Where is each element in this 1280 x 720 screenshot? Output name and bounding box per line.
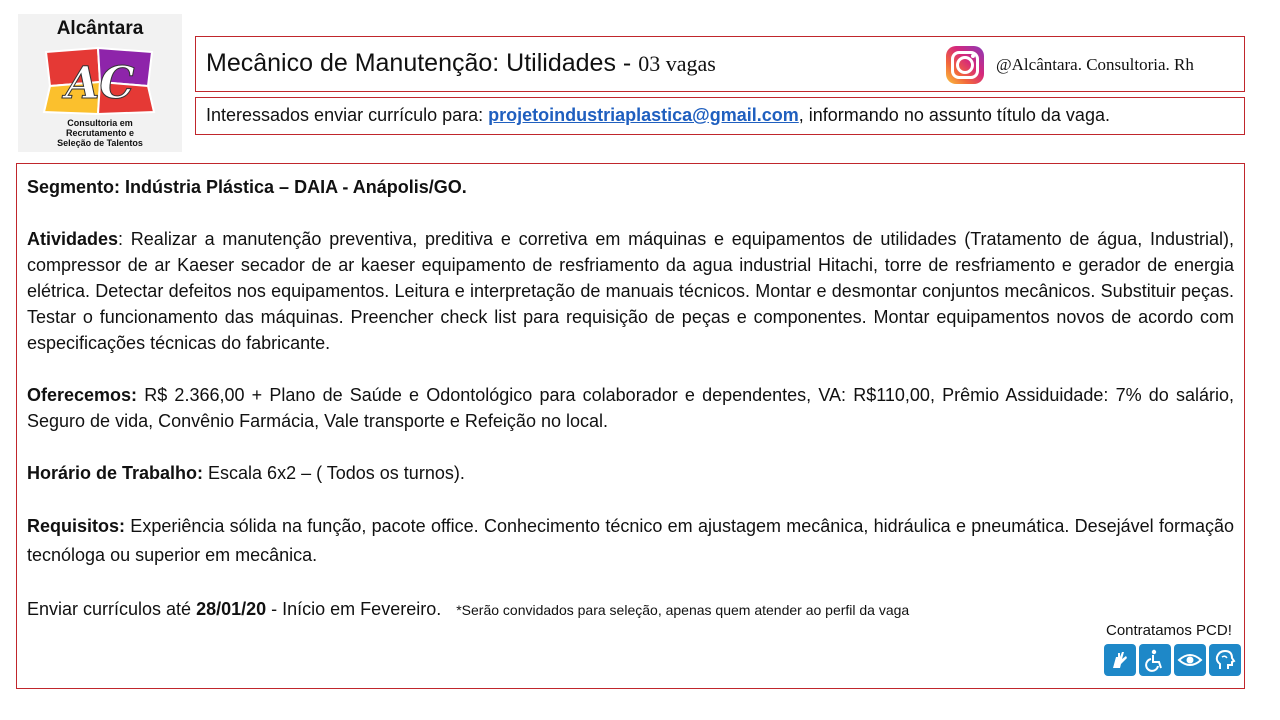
- vacancies-count: 03 vagas: [638, 51, 716, 76]
- logo-title: Alcântara: [56, 18, 144, 39]
- eye-icon: [1174, 644, 1206, 676]
- wheelchair-icon: [1139, 644, 1171, 676]
- schedule-label: Horário de Trabalho:: [27, 463, 204, 483]
- activities-text: : Realizar a manutenção preventiva, preditiva e corretiva em máquinas e equipamentos de utilidades (Tratamento de água, Industrial), compressor de ar Kaeser secador de ar kaeser equipamento de resfriamento da agua industrial Hitachi, torre de resfriamento e gerador de energia elétrica. Detectar defeitos nos equipamentos. Leitura e interpretação de manuais técnicos. Montar e desmontar conjuntos mecânicos. Substituir peças. Testar o funcionamento das máquinas. Preencher check list para requisição de peças e componentes. Montar equipamentos novos de acordo com especificações técnicas do fabricante.: [27, 229, 1234, 353]
- instagram-icon[interactable]: [946, 46, 984, 84]
- selection-note: *Serão convidados para seleção, apenas quem atender ao perfil da vaga: [456, 602, 910, 618]
- contact-line: [206, 105, 1110, 126]
- job-details-box: [16, 163, 1245, 689]
- pcd-icons: [1104, 644, 1241, 676]
- head-profile-icon: [1209, 644, 1241, 676]
- job-title: [206, 49, 716, 78]
- pcd-block: [1090, 620, 1240, 680]
- benefits-paragraph: [27, 382, 1234, 434]
- activities-paragraph: [27, 226, 1234, 356]
- instagram-lens: [956, 56, 974, 74]
- requirements-text: Experiência sólida na função, pacote office. Conhecimento técnico em ajustagem mecânica, hidráulica e pneumática. Desejável formação tecnóloga ou superior em mecânica.: [27, 516, 1234, 565]
- logo-subtitle-line: Consultoria em: [67, 118, 133, 128]
- logo-subtitle-line: Recrutamento e: [65, 128, 135, 138]
- company-logo: [18, 14, 182, 152]
- segment-line: Segmento: Indústria Plástica – DAIA - Anápolis/GO.: [27, 177, 467, 197]
- logo-subtitle-line: Seleção de Talentos: [57, 138, 143, 148]
- logo-initials: AC: [65, 58, 135, 109]
- contact-suffix: , informando no assunto título da vaga.: [798, 105, 1110, 125]
- puzzle-logo-icon: [40, 42, 160, 118]
- deadline-suffix: - Início em Fevereiro.: [266, 599, 442, 619]
- contact-box: [195, 97, 1245, 135]
- pcd-title: Contratamos PCD!: [1106, 622, 1232, 639]
- job-details: [27, 174, 1234, 623]
- schedule-text: Escala 6x2 – ( Todos os turnos).: [203, 463, 465, 483]
- job-title-box: [195, 36, 1245, 92]
- email-link[interactable]: projetoindustriaplastica@gmail.com: [488, 105, 799, 125]
- contact-prefix: Interessados enviar currículo para:: [206, 105, 489, 125]
- instagram-dot: [971, 54, 975, 58]
- benefits-label: Oferecemos:: [27, 385, 138, 405]
- requirements-paragraph: [27, 512, 1234, 570]
- deadline-date: 28/01/20: [196, 599, 267, 619]
- benefits-text: R$ 2.366,00 + Plano de Saúde e Odontológico para colaborador e dependentes, VA: R$110,00, Prêmio Assiduidade: 7% do salário, Seguro de vida, Convênio Farmácia, Vale transporte e Refeição no local.: [27, 385, 1234, 431]
- logo-subtitle: [18, 118, 182, 148]
- activities-label: Atividades: [27, 229, 119, 249]
- sign-language-icon: [1104, 644, 1136, 676]
- schedule-paragraph: [27, 460, 1234, 486]
- deadline-paragraph: [27, 596, 1234, 623]
- job-title-text: Mecânico de Manutenção: Utilidades -: [206, 49, 639, 77]
- requirements-label: Requisitos:: [27, 516, 126, 536]
- instagram-handle[interactable]: @Alcântara. Consultoria. Rh: [996, 55, 1194, 74]
- deadline-prefix: Enviar currículos até: [27, 599, 197, 619]
